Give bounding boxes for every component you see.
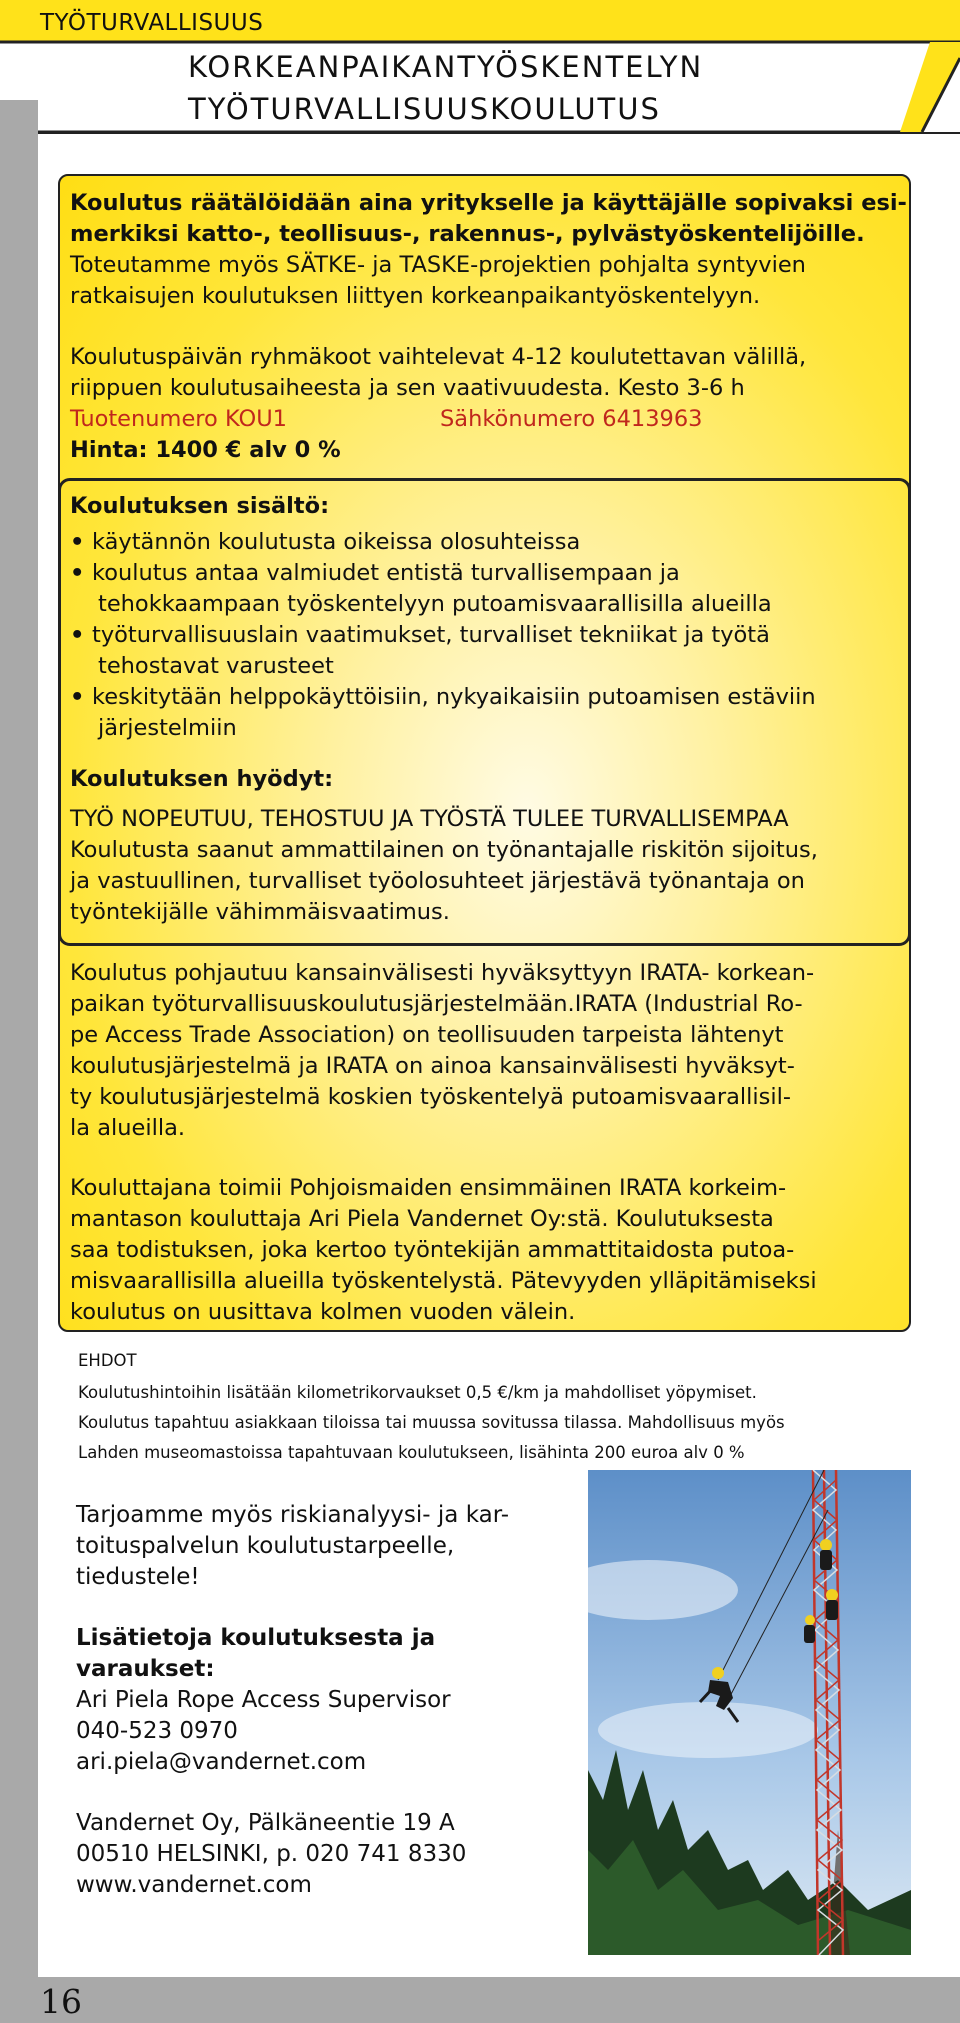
terms-line1: Koulutushintoihin lisätään kilometrikorvaukset 0,5 €/km ja mahdolliset yöpymiset. bbox=[78, 1383, 757, 1402]
trainer-line5: koulutus on uusittava kolmen vuoden välein. bbox=[70, 1299, 576, 1325]
trainer-line2: mantason kouluttaja Ari Piela Vandernet Oy:stä. Koulutuksesta bbox=[70, 1206, 774, 1232]
irata-line1: Koulutus pohjautuu kansainvälisesti hyväksyttyyn IRATA- korkean- bbox=[70, 960, 815, 986]
trainer-line4: misvaarallisilla alueilla työskentelystä. Pätevyyden ylläpitämiseksi bbox=[70, 1268, 817, 1294]
content-bullet-4-cont: järjestelmiin bbox=[98, 715, 237, 741]
content-bullet-4: • keskitytään helppokäyttöisiin, nykyaikaisiin putoamisen estäviin bbox=[70, 682, 816, 713]
terms-line3: Lahden museomastoissa tapahtuvaan koulutukseen, lisähinta 200 euroa alv 0 % bbox=[78, 1443, 745, 1462]
content-bullet-1: • käytännön koulutusta oikeissa olosuhteissa bbox=[70, 527, 580, 558]
contact-name: Ari Piela Rope Access Supervisor bbox=[76, 1687, 451, 1713]
irata-line5: ty koulutusjärjestelmä koskien työskentelyä putoamisvaarallisil- bbox=[70, 1084, 791, 1110]
content-bullet-2-cont: tehokkaampaan työskentelyyn putoamisvaarallisilla alueilla bbox=[98, 591, 772, 617]
offer-line1: Tarjoamme myös riskianalyysi- ja kar- bbox=[76, 1502, 509, 1528]
benefits-caps: TYÖ NOPEUTUU, TEHOSTUU JA TYÖSTÄ TULEE TURVALLISEMPAA bbox=[70, 806, 789, 832]
company-city-phone: 00510 HELSINKI, p. 020 741 8330 bbox=[76, 1841, 467, 1867]
section-label: TYÖTURVALLISUUS bbox=[40, 10, 264, 36]
benefits-line2: ja vastuullinen, turvalliset työolosuhteet järjestävä työnantaja on bbox=[70, 868, 805, 894]
price: Hinta: 1400 € alv 0 % bbox=[70, 437, 341, 463]
irata-line3: pe Access Trade Association) on teollisuuden tarpeista lähtenyt bbox=[70, 1022, 784, 1048]
irata-line2: paikan työturvallisuuskoulutusjärjestelmään.IRATA (Industrial Ro- bbox=[70, 991, 803, 1017]
electric-number: Sähkönumero 6413963 bbox=[440, 406, 703, 432]
contact-heading-2: varaukset: bbox=[76, 1656, 215, 1682]
terms-line2: Koulutus tapahtuu asiakkaan tiloissa tai muussa sovitussa tilassa. Mahdollisuus myös bbox=[78, 1413, 785, 1432]
trainer-line3: saa todistuksen, joka kertoo työntekijän ammattitaidosta putoa- bbox=[70, 1237, 795, 1263]
contact-email[interactable]: ari.piela@vandernet.com bbox=[76, 1749, 367, 1775]
content-bullet-3: • työturvallisuuslain vaatimukset, turvalliset tekniikat ja työtä bbox=[70, 620, 770, 651]
product-number: Tuotenumero KOU1 bbox=[70, 406, 287, 432]
content-bullet-3-cont: tehostavat varusteet bbox=[98, 653, 334, 679]
intro-line4: ratkaisujen koulutuksen liittyen korkeanpaikantyöskentelyyn. bbox=[70, 283, 761, 309]
left-margin-bar bbox=[0, 100, 38, 1980]
benefits-line3: työntekijälle vähimmäisvaatimus. bbox=[70, 899, 450, 925]
offer-line3: tiedustele! bbox=[76, 1564, 200, 1590]
company-website[interactable]: www.vandernet.com bbox=[76, 1872, 312, 1898]
trainer-line1: Kouluttajana toimii Pohjoismaiden ensimmäinen IRATA korkeim- bbox=[70, 1175, 787, 1201]
intro-line5: Koulutuspäivän ryhmäkoot vaihtelevat 4-12 koulutettavan välillä, bbox=[70, 344, 807, 370]
terms-heading: EHDOT bbox=[78, 1351, 137, 1370]
intro-bold-line2: merkiksi katto-, teollisuus-, rakennus-, pylvästyöskentelijöille. bbox=[70, 221, 865, 247]
intro-bold-line1: Koulutus räätälöidään aina yritykselle ja käyttäjälle sopivaksi esi- bbox=[70, 190, 907, 216]
irata-line4: koulutusjärjestelmä ja IRATA on ainoa kansainvälisesti hyväksyt- bbox=[70, 1053, 795, 1079]
benefits-line1: Koulutusta saanut ammattilainen on työnantajalle riskitön sijoitus, bbox=[70, 837, 818, 863]
mast-climbers-photo bbox=[588, 1470, 911, 1955]
contact-heading-1: Lisätietoja koulutuksesta ja bbox=[76, 1625, 436, 1651]
page-title-line1: KORKEANPAIKANTYÖSKENTELYN bbox=[188, 50, 704, 84]
offer-line2: toituspalvelun koulutustarpeelle, bbox=[76, 1533, 455, 1559]
contact-phone: 040-523 0970 bbox=[76, 1718, 238, 1744]
intro-line6: riippuen koulutusaiheesta ja sen vaativuudesta. Kesto 3-6 h bbox=[70, 375, 745, 401]
page-title-line2: TYÖTURVALLISUUSKOULUTUS bbox=[188, 92, 661, 126]
company-address: Vandernet Oy, Pälkäneentie 19 A bbox=[76, 1810, 455, 1836]
content-bullet-2: • koulutus antaa valmiudet entistä turvallisempaan ja bbox=[70, 558, 680, 589]
content-heading: Koulutuksen sisältö: bbox=[70, 493, 330, 519]
footer-bar bbox=[0, 1977, 960, 2023]
benefits-heading: Koulutuksen hyödyt: bbox=[70, 766, 334, 792]
intro-line3: Toteutamme myös SÄTKE- ja TASKE-projektien pohjalta syntyvien bbox=[70, 252, 806, 278]
page-number: 16 bbox=[40, 1982, 82, 2021]
irata-line6: la alueilla. bbox=[70, 1115, 186, 1141]
